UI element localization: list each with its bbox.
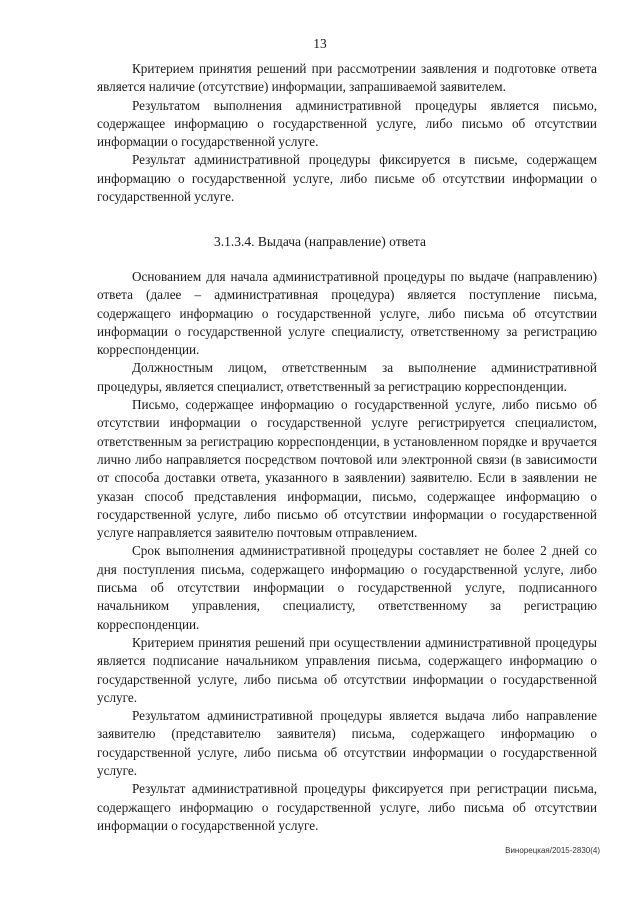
paragraph: Результатом административной процедуры является выдача либо направление заявителю (представителю заявителя) письма, содержащего информацию о государственной услуге, либо письма об отсутствии информации о государственной услуге. — [97, 708, 597, 779]
paragraph: Письмо, содержащее информацию о государственной услуге, либо письмо об отсутствии информации о государственной услуге регистрируется специалистом, ответственным за регистрацию корреспонденции, в установленном порядке и вручается лично либо направляется посредством почтовой или электронной связи (в зависимости от способа доставки ответа, указанного в заявлении) заявителю. Если в заявлении не указан способ представления информации, письмо, содержащее информацию о государственной услуге, либо письмо об отсутствии информации о государственной услуге направляется заявителю почтовым отправлением. — [97, 397, 597, 541]
paragraph: Основанием для начала административной процедуры по выдаче (направлению) ответа (далее – административная процедура) является поступление письма, содержащего информацию о государственной услуге, либо письма об отсутствии информации о государственной услуге специалисту, ответственному за регистрацию корреспонденции. — [97, 269, 597, 358]
top-text-block — [97, 60, 597, 206]
paragraph: Должностным лицом, ответственным за выполнение административной процедуры, является специалист, ответственный за регистрацию корреспонденции. — [97, 360, 597, 394]
paragraph: Критерием принятия решений при осуществлении административной процедуры является подписание начальником управления письма, содержащего информацию о государственной услуге, либо письма об отсутствии информации о государственной услуге. — [97, 634, 597, 705]
paragraph: Результатом выполнения административной процедуры является письмо, содержащее информацию о государственной услуге, либо письмо об отсутствии информации о государственной услуге. — [97, 97, 597, 150]
page-number: 13 — [313, 36, 327, 51]
paragraph: Срок выполнения административной процедуры составляет не более 2 дней со дня поступления письма, содержащего информацию о государственной услуге, либо письма об отсутствии информации о государственной услуге, подписанного начальником управления, специалисту, ответственному за регистрацию корреспонденции. — [97, 543, 597, 632]
paragraph: Критерием принятия решений при рассмотрении заявления и подготовке ответа является наличие (отсутствие) информации, запрашиваемой заявителем. — [97, 61, 597, 95]
paragraph: Результат административной процедуры фиксируется при регистрации письма, содержащего информацию о государственной услуге, либо письма об отсутствии информации о государственной услуге. — [97, 781, 597, 833]
paragraph: Результат административной процедуры фиксируется в письме, содержащем информацию о государственной услуге, либо письме об отсутствии информации о государственной услуге. — [97, 152, 597, 205]
footer-document-code: Винорецкая/2015-2830(4) — [505, 846, 600, 855]
main-text-block — [97, 268, 597, 835]
section-heading: 3.1.3.4. Выдача (направление) ответа — [214, 234, 426, 249]
